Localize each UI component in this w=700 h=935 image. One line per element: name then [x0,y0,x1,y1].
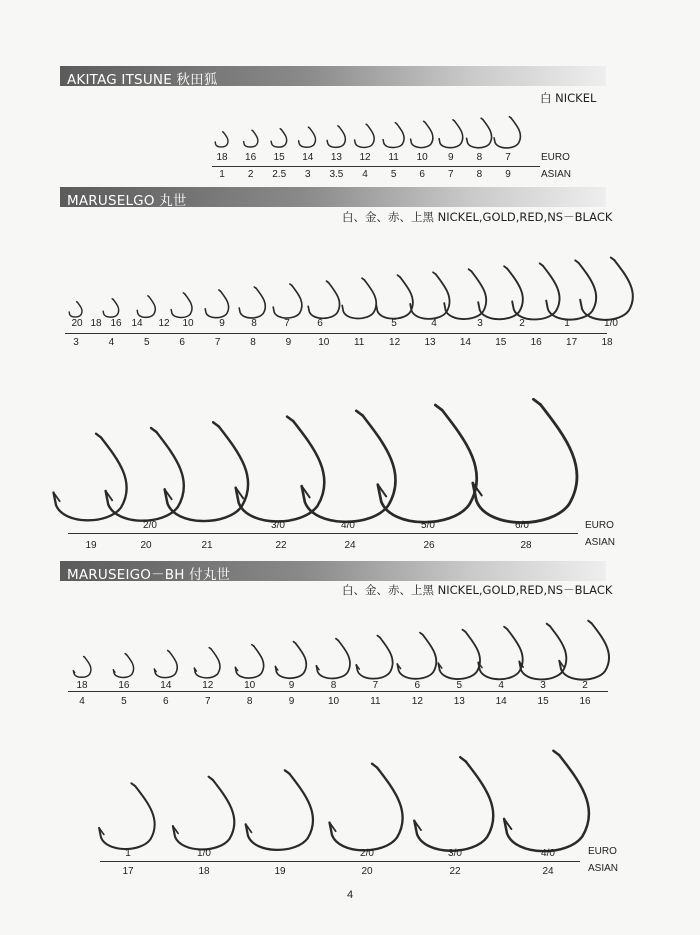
euro-size-label: 9 [219,318,225,329]
hook-eye [433,272,436,274]
section-title: AKITAG ITSUNE 秋田狐 [67,72,218,88]
fish-hook-icon [444,845,445,846]
asian-size-label: 4 [108,337,115,348]
fish-hook-icon [334,146,335,147]
hook-eye [575,260,578,263]
hook-shank [519,626,566,679]
asian-size-label: 4 [362,169,368,180]
euro-size-label: 6 [414,680,421,691]
fish-hook-icon [163,676,164,677]
hook-eye [366,124,367,125]
euro-size-label: 11 [388,152,399,163]
hook-eye [219,290,221,291]
asian-size-label: 19 [85,540,97,551]
hook-eye [184,293,185,294]
fish-hook-icon [284,316,285,317]
row-divider [68,533,578,534]
hook-eye [452,120,454,121]
hook-shank [243,131,257,147]
euro-size-label: 12 [158,318,170,329]
euro-size-label: 5 [456,680,463,691]
asian-size-label: 17 [122,866,134,877]
hook-shank [478,629,522,679]
hook-shank [316,640,350,678]
euro-size-label: 7 [284,318,290,329]
asian-size-label: 10 [318,337,330,348]
fish-hook-icon [530,316,531,317]
hook-eye [213,422,219,426]
euro-size-label: 12 [202,680,214,691]
fish-hook-icon [337,515,338,516]
euro-size-label: 3/0 [271,520,285,531]
hook-shank [546,263,596,320]
fish-hook-icon [448,146,449,147]
euro-size-label: 10 [244,680,256,691]
hook-eye [554,751,560,755]
asian-size-label: 1 [219,169,225,180]
hook-shank [236,421,325,521]
hook-shank [138,297,156,318]
asian-size-label: 8 [476,169,483,180]
hook-eye [397,275,400,277]
hook-eye [356,411,362,416]
hook-eye [77,302,78,303]
hook-shank [473,405,577,523]
euro-size-label: 18 [76,680,88,691]
row-divider [68,691,608,692]
asian-size-label: 4 [79,696,85,707]
euro-size-label: 18 [90,318,102,329]
hook-shank [308,283,339,319]
hook-shank [172,780,233,850]
fish-hook-icon [214,316,215,317]
hook-eye [338,126,339,127]
fish-hook-icon [179,316,180,317]
fish-hook-icon [565,316,566,317]
hook-eye [395,123,396,124]
hook-eye [125,654,126,655]
fish-hook-icon [357,845,358,846]
hook-eye [546,624,549,626]
asian-size-label: 8 [246,696,253,707]
asian-size-label: 8 [250,337,256,348]
hook-shank [99,786,155,849]
euro-size-label: 20 [71,318,83,329]
asian-size-label: 20 [140,540,152,551]
euro-size-label: 2/0 [143,520,157,531]
euro-size-label: 6/0 [515,520,529,531]
fish-hook-icon [412,676,413,677]
section-title: MARUSEIGO－BH 付丸世 [67,567,231,583]
euro-size-label: 4 [431,318,437,329]
fish-hook-icon [495,316,496,317]
fish-hook-icon [249,316,250,317]
hook-shank [357,638,393,679]
asian-size-label: 28 [520,540,532,551]
euro-size-label: 8 [251,318,257,329]
fish-hook-icon [121,676,122,677]
hook-eye [96,434,101,438]
asian-size-label: 3.5 [329,169,344,180]
fish-hook-icon [600,316,601,317]
hook-eye [436,405,443,410]
euro-size-label: 5 [391,318,397,329]
hook-eye [460,757,465,761]
fish-hook-icon [305,146,306,147]
asian-size-label: 9 [285,337,292,348]
asian-size-label: 18 [198,866,210,877]
hook-shank [54,438,127,521]
fish-hook-icon [204,676,205,677]
fish-hook-icon [329,676,330,677]
fish-hook-icon [536,845,537,846]
hook-shank [397,635,436,679]
hook-eye [372,764,377,768]
euro-size-label: 4 [498,680,504,691]
asian-scale-label: ASIAN [588,863,619,874]
hook-eye [223,132,224,133]
euro-size-label: 3 [540,680,546,691]
hook-shank [271,130,287,148]
euro-scale-label: EURO [541,152,570,163]
hook-shank [414,761,493,850]
asian-size-label: 12 [411,696,423,707]
asian-size-label: 16 [579,696,591,707]
fish-hook-icon [495,676,496,677]
hook-shank [215,132,228,147]
fish-hook-icon [120,845,121,846]
row-divider [212,166,540,167]
row-divider [65,333,607,334]
hook-shank [355,125,375,147]
hook-shank [439,121,463,148]
euro-size-label: 3 [477,318,483,329]
fish-hook-icon [419,146,420,147]
fish-hook-icon [220,146,221,147]
hook-shank [410,274,449,319]
fish-hook-icon [196,845,197,846]
asian-scale-label: ASIAN [541,169,572,180]
hook-shank [494,118,520,148]
euro-size-label: 9 [448,152,454,163]
hook-eye [504,627,507,629]
asian-size-label: 22 [449,866,461,877]
euro-size-label: 1/0 [197,848,211,859]
hook-eye [309,127,310,128]
hook-shank [411,122,433,147]
fish-hook-icon [271,845,272,846]
euro-size-label: 1 [564,318,570,329]
section-header-maruseigo [60,187,606,207]
hook-shank [559,623,609,679]
hook-shank [376,277,413,319]
hook-shank [438,632,480,679]
hook-eye [280,129,281,130]
hook-shank [276,643,307,678]
hook-shank [106,432,184,521]
hook-eye [510,117,512,118]
hook-eye [539,263,542,265]
hook-eye [378,636,381,638]
hook-eye [611,258,615,261]
hook-eye [290,284,292,286]
asian-size-label: 22 [275,540,287,551]
fish-hook-icon [476,146,477,147]
fish-hook-icon [74,316,75,317]
asian-size-label: 7 [448,169,454,180]
fish-hook-icon [425,316,426,317]
asian-size-label: 19 [274,866,286,877]
asian-size-label: 5 [390,169,397,180]
hook-shank [103,300,119,318]
hook-eye [252,130,253,131]
asian-size-label: 9 [288,696,295,707]
asian-size-label: 3 [305,169,311,180]
fish-hook-icon [355,316,356,317]
euro-size-label: 8 [330,680,337,691]
hook-shank [114,655,134,678]
fish-hook-icon [504,146,505,147]
hook-eye [167,651,169,652]
asian-size-label: 5 [121,696,127,707]
hook-eye [112,299,113,300]
hook-shank [327,127,345,148]
euro-size-label: 12 [359,152,371,163]
fish-hook-icon [512,515,513,516]
hook-shank [504,755,589,851]
hook-eye [533,399,540,404]
euro-size-label: 5/0 [421,520,435,531]
hook-eye [208,777,212,780]
euro-size-label: 14 [160,680,172,691]
asian-size-label: 24 [542,866,554,877]
hook-shank [245,774,312,850]
section-header-maruseigo-bh [60,561,606,581]
euro-size-label: 16 [118,680,130,691]
euro-size-label: 7 [372,680,379,691]
euro-scale-label: EURO [588,846,617,857]
finish-label: 白、金、赤、上黑 NICKEL,GOLD,RED,NS－BLACK [342,583,613,597]
euro-size-label: 10 [416,152,428,163]
fish-hook-icon [109,316,110,317]
fish-hook-icon [578,676,579,677]
hook-shank [274,286,303,319]
hook-eye [424,121,426,122]
fish-hook-icon [196,515,197,516]
euro-scale-label: EURO [585,520,614,531]
euro-size-label: 1 [125,848,131,859]
hook-shank [467,120,492,148]
fish-hook-icon [80,676,81,677]
euro-size-label: 2 [582,680,588,691]
euro-size-label: 16 [110,318,122,329]
asian-size-label: 6 [163,696,169,707]
hook-shank [299,128,316,147]
asian-size-label: 13 [424,337,436,348]
hook-eye [326,281,328,283]
euro-size-label: 2 [519,318,525,329]
fish-hook-icon [269,515,270,516]
euro-size-label: 10 [182,318,194,329]
hook-shank [383,124,404,148]
asian-size-label: 2.5 [272,169,287,180]
fish-hook-icon [144,316,145,317]
asian-size-label: 15 [537,696,549,707]
asian-size-label: 10 [327,696,340,707]
asian-size-label: 21 [201,540,213,551]
euro-size-label: 8 [476,152,483,163]
finish-label: 白、金、赤、上黑 NICKEL,GOLD,RED,NS－BLACK [342,210,613,224]
asian-size-label: 24 [344,540,356,551]
asian-size-label: 9 [505,169,511,180]
asian-size-label: 15 [495,337,507,348]
hook-shank [73,657,91,677]
section-header-akita-kitsune [60,66,606,86]
finish-label: 白 NICKEL [540,91,597,105]
hook-eye [287,417,293,422]
asian-size-label: 17 [566,337,578,348]
asian-size-label: 26 [423,540,435,551]
hook-shank [206,291,229,318]
asian-size-label: 6 [419,169,425,180]
euro-size-label: 4/0 [341,520,355,531]
euro-size-label: 14 [131,318,143,329]
hook-eye [83,657,84,658]
euro-size-label: 2/0 [360,848,374,859]
euro-size-label: 6 [317,318,323,329]
asian-size-label: 11 [353,337,365,348]
asian-size-label: 7 [204,696,211,707]
euro-size-label: 7 [505,152,511,163]
hook-shank [342,280,376,319]
hook-eye [255,287,257,288]
asian-size-label: 7 [214,337,221,348]
hook-shank [154,652,177,678]
fish-hook-icon [81,515,82,516]
hook-shank [235,646,263,678]
asian-size-label: 3 [73,337,79,348]
euro-size-label: 14 [302,152,314,163]
euro-size-label: 16 [245,152,257,163]
hook-shank [580,260,633,320]
hook-shank [195,649,221,678]
fish-hook-icon [249,146,250,147]
fish-hook-icon [287,676,288,677]
asian-size-label: 16 [530,337,542,348]
hook-eye [420,633,423,635]
fish-hook-icon [460,316,461,317]
asian-size-label: 18 [601,337,613,348]
hook-eye [468,269,471,271]
hook-eye [588,621,591,624]
hook-eye [252,645,254,646]
fish-hook-icon [320,316,321,317]
fish-hook-icon [537,676,538,677]
asian-size-label: 13 [453,696,465,707]
asian-size-label: 20 [361,866,373,877]
euro-size-label: 4/0 [541,848,555,859]
hook-eye [481,118,483,119]
hook-shank [172,294,193,318]
hook-shank [330,768,403,851]
hook-eye [148,296,149,297]
hook-eye [151,428,156,432]
euro-size-label: 3/0 [448,848,462,859]
asian-size-label: 14 [495,696,507,707]
asian-size-label: 11 [370,696,381,707]
hook-eye [294,642,296,644]
fish-hook-icon [135,515,136,516]
asian-size-label: 5 [144,337,150,348]
fish-hook-icon [362,146,363,147]
section-title: MARUSELGO 丸世 [67,193,187,209]
fish-hook-icon [246,676,247,677]
euro-size-label: 13 [330,152,342,163]
hook-eye [336,639,338,641]
hook-shank [240,288,266,318]
fish-hook-icon [391,146,392,147]
euro-size-label: 18 [216,152,228,163]
hook-eye [209,648,211,649]
fish-hook-icon [454,676,455,677]
fish-hook-icon [277,146,278,147]
hook-shank [69,302,82,317]
hook-eye [132,783,136,786]
hook-eye [462,630,465,632]
asian-scale-label: ASIAN [585,537,616,548]
euro-size-label: 15 [273,152,285,163]
euro-size-label: 1/0 [604,318,618,329]
asian-size-label: 6 [179,337,185,348]
fish-hook-icon [390,316,391,317]
asian-size-label: 14 [459,337,471,348]
hook-eye [285,770,290,773]
hook-eye [504,266,507,268]
fish-hook-icon [415,515,416,516]
row-divider [100,861,580,862]
fish-hook-icon [370,676,371,677]
asian-size-label: 12 [389,337,401,348]
page-number: 4 [346,889,354,901]
asian-size-label: 2 [247,169,254,180]
euro-size-label: 9 [288,680,295,691]
hook-eye [362,278,364,280]
